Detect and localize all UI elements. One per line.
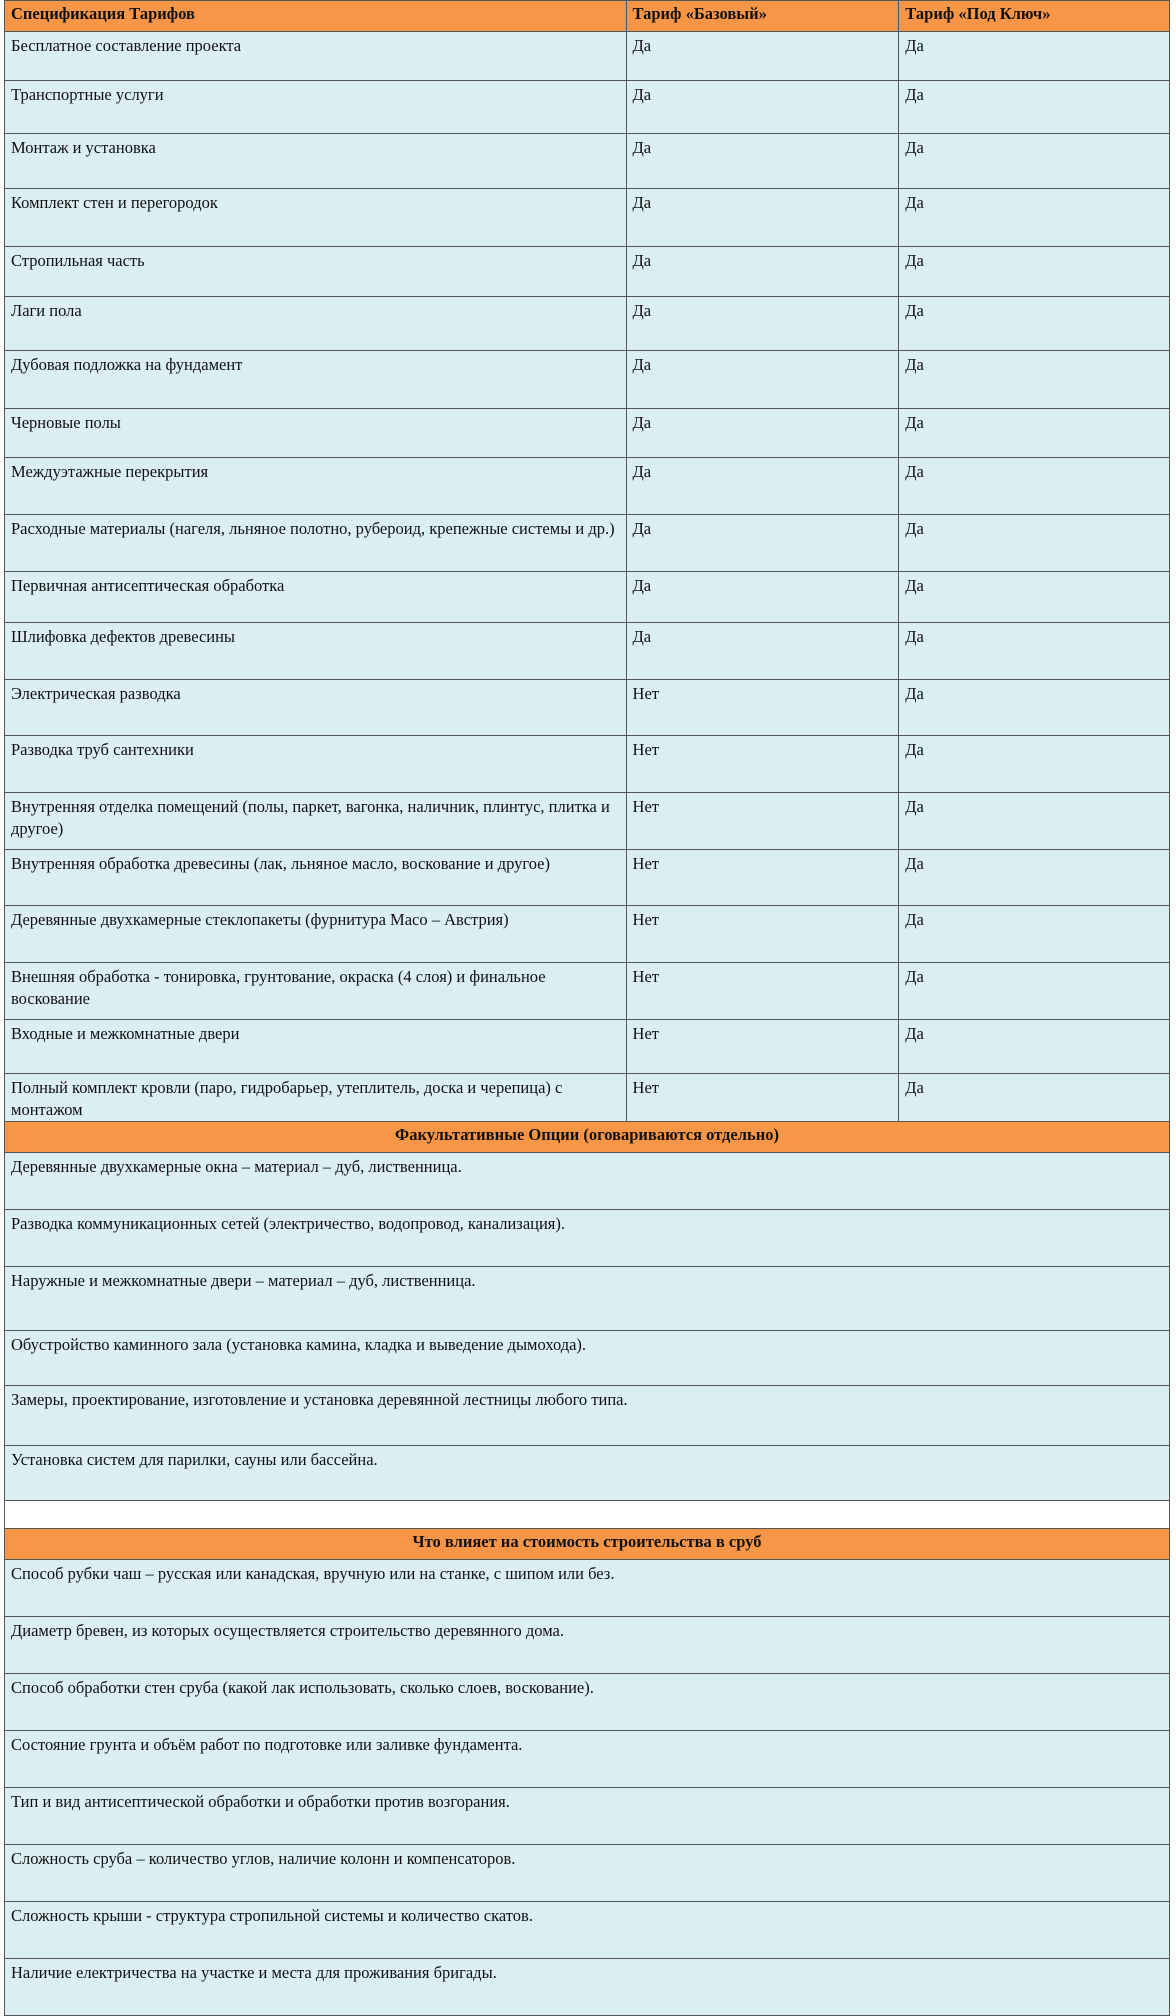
factor-text: Сложность сруба – количество углов, наличие колонн и компенсаторов. [5,1845,1170,1902]
basic-tariff-cell: Нет [626,793,899,850]
feature-cell: Лаги пола [5,297,627,351]
feature-cell: Деревянные двухкамерные стеклопакеты (фурнитура Maco – Австрия) [5,906,627,963]
turnkey-tariff-cell: Да [899,623,1170,680]
factor-row [5,1674,1170,1731]
table-row [5,32,1170,81]
feature-cell: Монтаж и установка [5,134,627,189]
factor-text: Тип и вид антисептической обработки и обработки против возгорания. [5,1788,1170,1845]
turnkey-tariff-cell: Да [899,247,1170,297]
factor-row [5,1788,1170,1845]
factor-text: Диаметр бревен, из которых осуществляется строительство деревянного дома. [5,1617,1170,1674]
basic-tariff-cell: Да [626,458,899,515]
option-text: Установка систем для парилки, сауны или бассейна. [5,1446,1170,1501]
table-row [5,963,1170,1020]
turnkey-tariff-cell: Да [899,32,1170,81]
table-row [5,409,1170,458]
table-row [5,81,1170,134]
factor-row [5,1617,1170,1674]
options-section-title: Факультативные Опции (оговариваются отдельно) [5,1122,1170,1153]
basic-tariff-cell: Нет [626,1074,899,1122]
factor-text: Способ рубки чаш – русская или канадская, вручную или на станке, с шипом или без. [5,1560,1170,1617]
turnkey-tariff-cell: Да [899,906,1170,963]
header-turnkey-tariff: Тариф «Под Ключ» [899,1,1170,32]
basic-tariff-cell: Да [626,32,899,81]
feature-cell: Внешняя обработка - тонировка, грунтование, окраска (4 слоя) и финальное воскование [5,963,627,1020]
option-text: Обустройство каминного зала (установка камина, кладка и выведение дымохода). [5,1331,1170,1386]
header-specification: Спецификация Тарифов [5,1,627,32]
feature-cell: Черновые полы [5,409,627,458]
option-row [5,1153,1170,1210]
factor-row [5,1845,1170,1902]
basic-tariff-cell: Да [626,134,899,189]
basic-tariff-cell: Да [626,297,899,351]
option-text: Деревянные двухкамерные окна – материал – дуб, лиственница. [5,1153,1170,1210]
basic-tariff-cell: Да [626,81,899,134]
turnkey-tariff-cell: Да [899,458,1170,515]
turnkey-tariff-cell: Да [899,1074,1170,1122]
table-row [5,189,1170,247]
table-row [5,134,1170,189]
feature-cell: Расходные материалы (нагеля, льняное полотно, рубероид, крепежные системы и др.) [5,515,627,572]
tariff-document [4,0,1170,2016]
factor-row [5,1902,1170,1959]
basic-tariff-cell: Да [626,623,899,680]
feature-cell: Транспортные услуги [5,81,627,134]
turnkey-tariff-cell: Да [899,515,1170,572]
turnkey-tariff-cell: Да [899,680,1170,736]
turnkey-tariff-cell: Да [899,297,1170,351]
factors-section-header [5,1529,1170,1560]
tariff-table [4,0,1170,2016]
basic-tariff-cell: Нет [626,1020,899,1074]
feature-cell: Стропильная часть [5,247,627,297]
option-row [5,1267,1170,1331]
factor-row [5,1731,1170,1788]
turnkey-tariff-cell: Да [899,81,1170,134]
option-row [5,1331,1170,1386]
feature-cell: Бесплатное составление проекта [5,32,627,81]
feature-cell: Входные и межкомнатные двери [5,1020,627,1074]
turnkey-tariff-cell: Да [899,189,1170,247]
basic-tariff-cell: Да [626,515,899,572]
table-row [5,680,1170,736]
factor-row [5,1560,1170,1617]
table-row [5,736,1170,793]
turnkey-tariff-cell: Да [899,736,1170,793]
table-row [5,1020,1170,1074]
option-row [5,1386,1170,1446]
table-row [5,297,1170,351]
basic-tariff-cell: Нет [626,850,899,906]
basic-tariff-cell: Нет [626,736,899,793]
basic-tariff-cell: Нет [626,906,899,963]
turnkey-tariff-cell: Да [899,409,1170,458]
header-basic-tariff: Тариф «Базовый» [626,1,899,32]
feature-cell: Полный комплект кровли (паро, гидробарьер, утеплитель, доска и черепица) с монтажом [5,1074,627,1122]
feature-cell: Междуэтажные перекрытия [5,458,627,515]
option-row [5,1446,1170,1501]
factor-text: Сложность крыши - структура стропильной системы и количество скатов. [5,1902,1170,1959]
factor-text: Способ обработки стен сруба (какой лак использовать, сколько слоев, воскование). [5,1674,1170,1731]
factor-text: Наличие електричества на участке и места для проживания бригады. [5,1959,1170,2016]
table-row [5,458,1170,515]
table-row [5,906,1170,963]
option-text: Наружные и межкомнатные двери – материал – дуб, лиственница. [5,1267,1170,1331]
option-text: Разводка коммуникационных сетей (электричество, водопровод, канализация). [5,1210,1170,1267]
feature-cell: Электрическая разводка [5,680,627,736]
feature-cell: Разводка труб сантехники [5,736,627,793]
table-row [5,247,1170,297]
feature-cell: Шлифовка дефектов древесины [5,623,627,680]
turnkey-tariff-cell: Да [899,572,1170,623]
turnkey-tariff-cell: Да [899,351,1170,409]
table-row [5,515,1170,572]
turnkey-tariff-cell: Да [899,850,1170,906]
table-row [5,572,1170,623]
basic-tariff-cell: Да [626,409,899,458]
basic-tariff-cell: Нет [626,963,899,1020]
factor-text: Состояние грунта и объём работ по подготовке или заливке фундамента. [5,1731,1170,1788]
basic-tariff-cell: Да [626,572,899,623]
turnkey-tariff-cell: Да [899,1020,1170,1074]
table-row [5,1074,1170,1122]
feature-cell: Внутренняя отделка помещений (полы, паркет, вагонка, наличник, плинтус, плитка и другое) [5,793,627,850]
table-row [5,850,1170,906]
basic-tariff-cell: Да [626,351,899,409]
basic-tariff-cell: Да [626,189,899,247]
feature-cell: Внутренняя обработка древесины (лак, льняное масло, воскование и другое) [5,850,627,906]
basic-tariff-cell: Нет [626,680,899,736]
table-row [5,793,1170,850]
feature-cell: Дубовая подложка на фундамент [5,351,627,409]
turnkey-tariff-cell: Да [899,134,1170,189]
table-row [5,623,1170,680]
turnkey-tariff-cell: Да [899,963,1170,1020]
option-text: Замеры, проектирование, изготовление и установка деревянной лестницы любого типа. [5,1386,1170,1446]
table-header-row [5,1,1170,32]
turnkey-tariff-cell: Да [899,793,1170,850]
feature-cell: Комплект стен и перегородок [5,189,627,247]
feature-cell: Первичная антисептическая обработка [5,572,627,623]
section-gap [5,1501,1170,1529]
basic-tariff-cell: Да [626,247,899,297]
option-row [5,1210,1170,1267]
options-section-header [5,1122,1170,1153]
factors-section-title: Что влияет на стоимость строительства в сруб [5,1529,1170,1560]
table-row [5,351,1170,409]
factor-row [5,1959,1170,2016]
